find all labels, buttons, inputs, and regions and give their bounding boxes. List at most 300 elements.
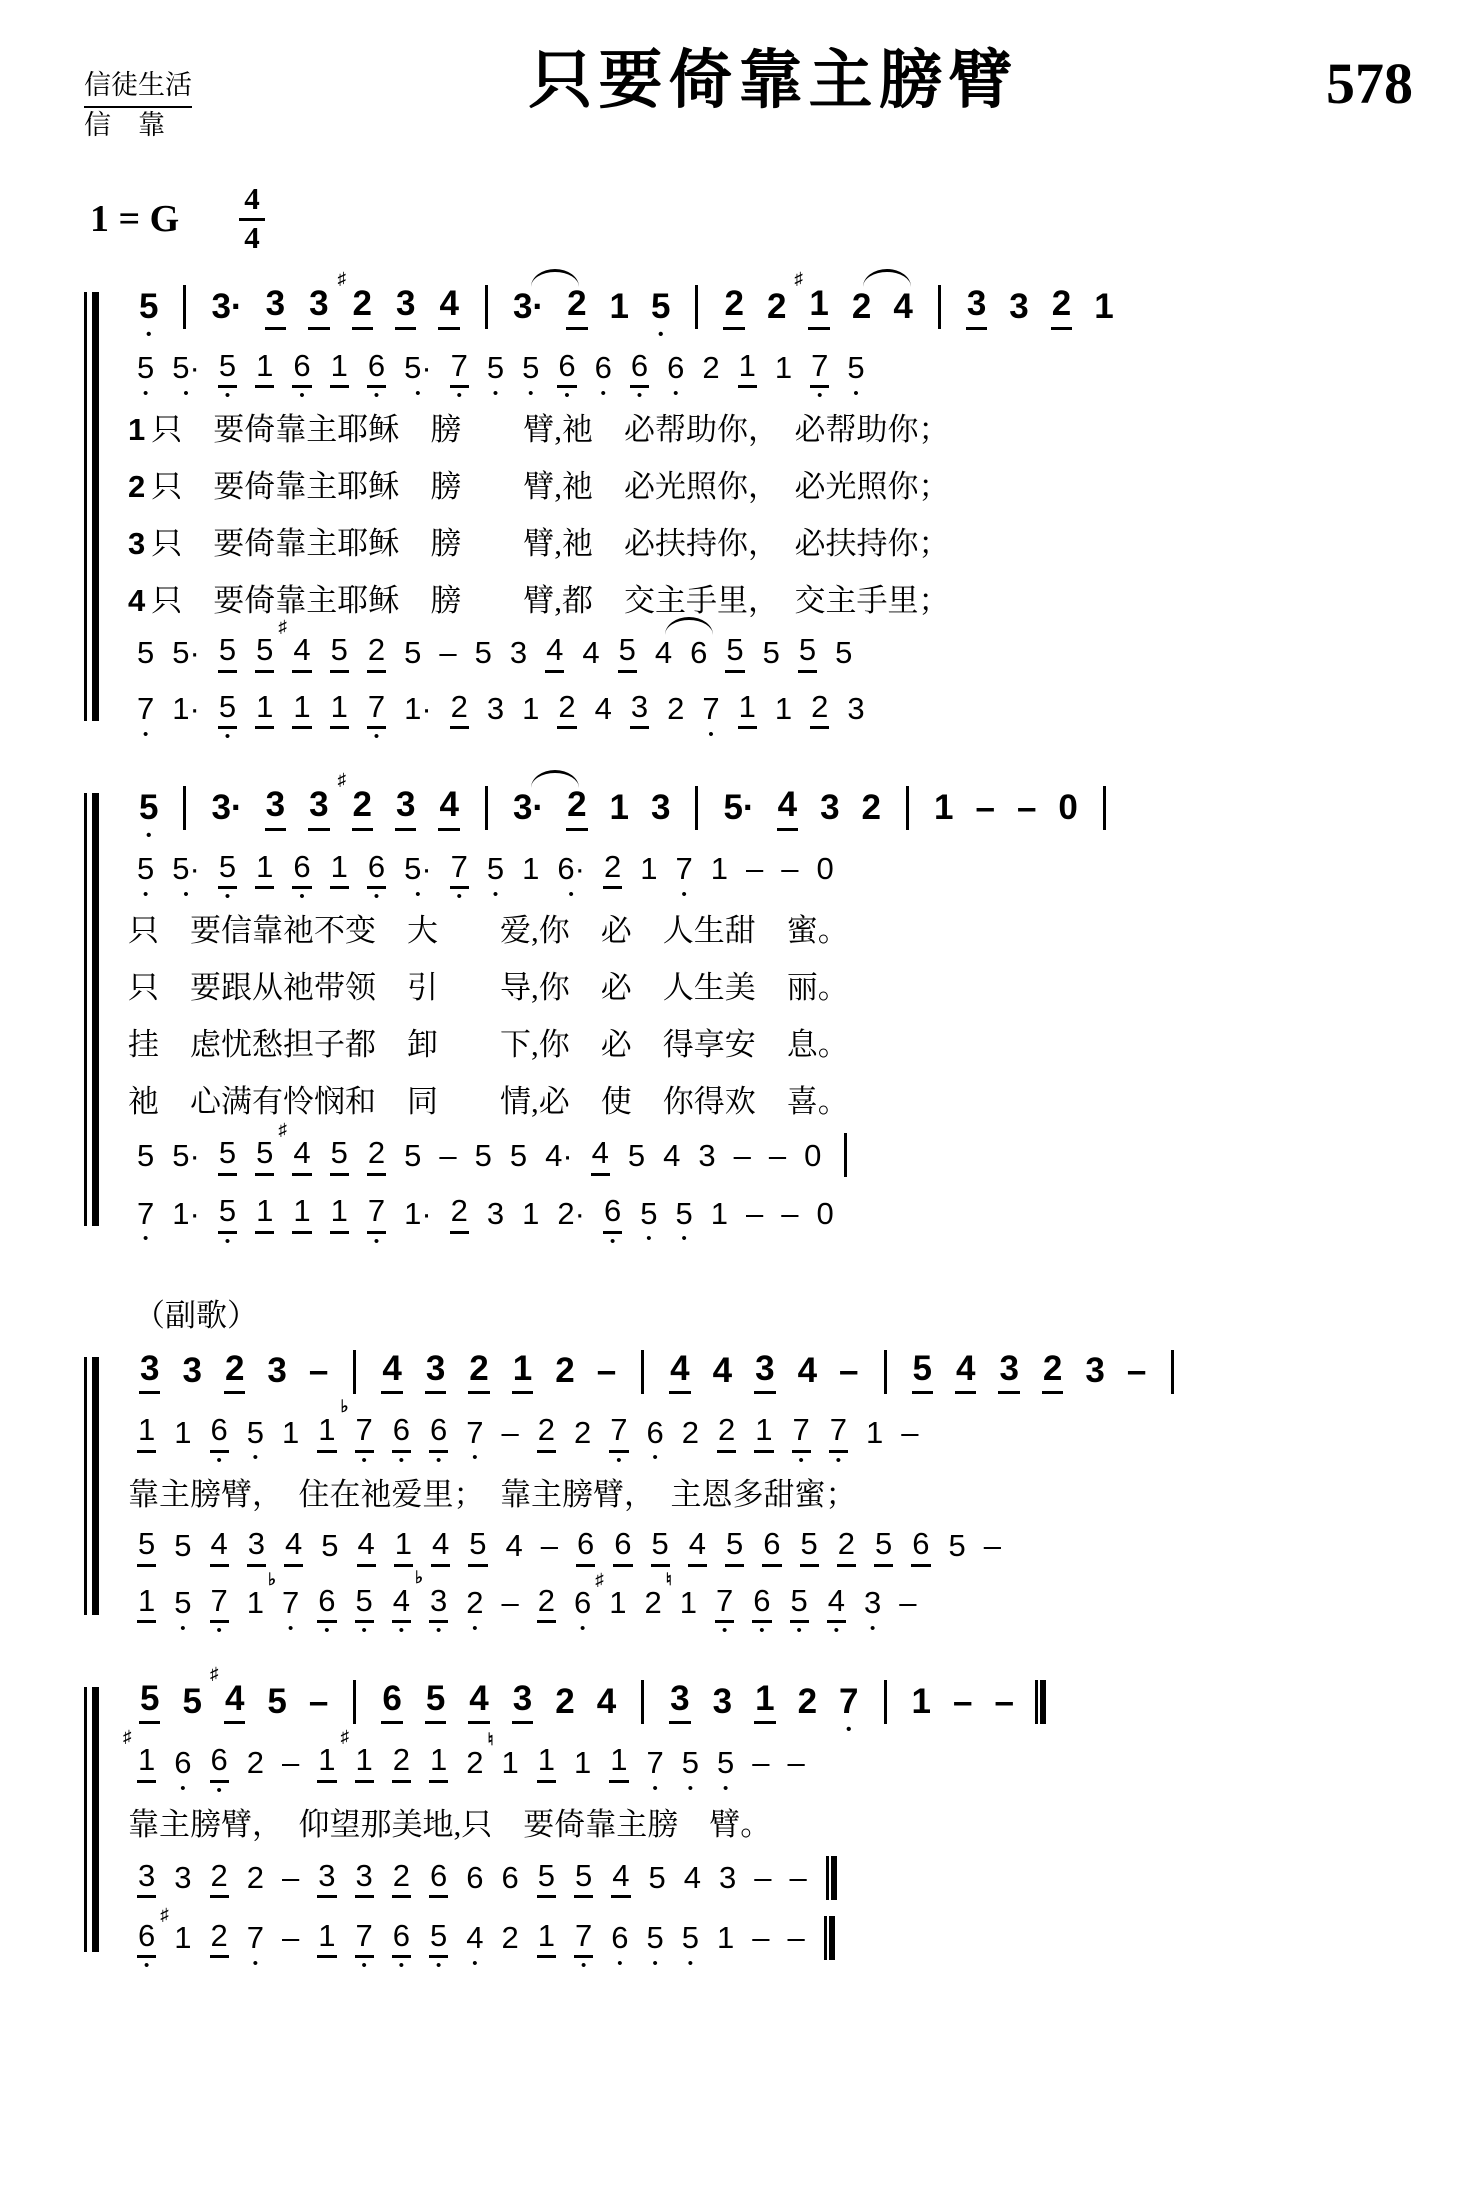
note <box>431 1526 450 1567</box>
note <box>792 1412 811 1469</box>
octave-dot: • <box>528 384 534 402</box>
note-number: 3 <box>1009 286 1029 326</box>
octave-dot: • <box>146 827 152 845</box>
note-number: 4 <box>683 1860 701 1896</box>
note-number: 6 <box>381 1679 402 1724</box>
accidental: ♯ <box>337 269 347 289</box>
note-number: 5 <box>404 634 422 670</box>
note-number: 1 <box>137 1583 156 1624</box>
octave-dot: • <box>579 1619 586 1637</box>
note <box>172 350 200 402</box>
note <box>357 1526 376 1567</box>
note <box>574 1585 592 1637</box>
note <box>734 1138 751 1174</box>
note-number: 2 <box>450 1193 469 1234</box>
note-number: 5 <box>255 632 274 673</box>
accidental: ♯ <box>278 1120 287 1140</box>
note <box>321 1528 338 1564</box>
note <box>137 1583 156 1624</box>
octave-dot: • <box>708 725 714 743</box>
note-number: 3 <box>486 1195 505 1231</box>
note-number: 4 <box>669 1349 690 1394</box>
note <box>137 691 155 743</box>
note-number: 6 <box>576 1526 595 1567</box>
note <box>174 1744 192 1797</box>
note <box>594 350 612 402</box>
note-number: 1 <box>330 1193 349 1234</box>
octave-dot: • <box>658 326 664 344</box>
note <box>934 788 953 828</box>
note <box>425 1349 446 1394</box>
note-number: 1 <box>355 1742 374 1783</box>
note <box>669 1679 690 1724</box>
tenor-line <box>128 1856 1413 1900</box>
note-number: 7 <box>839 1681 859 1721</box>
lyrics-line <box>128 1799 1413 1844</box>
note <box>139 787 159 845</box>
note-number: 6 <box>367 849 386 890</box>
note-number: 5 <box>218 689 237 730</box>
octave-dot: • <box>287 1619 294 1637</box>
note <box>591 1135 610 1176</box>
octave-dot: • <box>456 888 462 906</box>
note-number: 1 <box>512 1349 533 1394</box>
note <box>839 1681 859 1738</box>
note-number: 7 <box>675 851 693 887</box>
barline <box>641 1350 644 1394</box>
octave-dot: • <box>435 1622 442 1640</box>
note <box>282 1745 299 1781</box>
note <box>912 1349 933 1394</box>
note-number: 1 <box>774 350 793 386</box>
note-number: 4 <box>292 632 311 673</box>
note <box>537 1918 556 1959</box>
note-number: 6 <box>429 1412 448 1453</box>
note <box>723 788 754 828</box>
note <box>172 635 200 671</box>
note-number: 2 <box>851 286 872 326</box>
note-number: – <box>282 1744 300 1780</box>
note <box>475 635 492 671</box>
verse-number: 2 <box>128 469 146 505</box>
note-number: 4 <box>505 1528 523 1564</box>
note <box>738 348 757 389</box>
octave-dot: • <box>361 1451 367 1469</box>
note-number: 2 <box>555 1681 575 1721</box>
note <box>717 1920 734 1956</box>
note-number: – <box>787 1920 805 1956</box>
note-number: 2 <box>837 1526 856 1567</box>
note <box>966 284 987 329</box>
lyrics-line <box>128 575 1413 620</box>
note-number: 3 <box>355 1858 374 1899</box>
note-number: 4 <box>545 632 564 673</box>
note-number: 3 <box>669 1679 690 1724</box>
octave-dot: • <box>252 1449 259 1467</box>
note <box>618 632 637 673</box>
lyrics-text: 只 要倚靠主耶稣 膀 臂,祂 必光照你， 必光照你； <box>151 469 950 505</box>
note <box>719 1860 736 1896</box>
note <box>211 788 242 828</box>
note <box>308 785 329 830</box>
note <box>330 849 349 890</box>
note-number: 1· <box>404 1195 432 1231</box>
note-number: 5 <box>725 632 744 673</box>
verse-system-2 <box>84 770 1413 1250</box>
note-number: 5 <box>355 1583 374 1624</box>
note <box>717 1744 735 1797</box>
note-number: 4 <box>893 286 913 326</box>
note-number: 2 <box>246 1744 264 1780</box>
note-number: 1 <box>574 1744 592 1780</box>
note <box>775 350 792 386</box>
note <box>557 347 576 405</box>
note <box>174 1585 192 1637</box>
note-number: 4 <box>438 284 459 329</box>
note-number: 1 <box>317 1918 336 1959</box>
note <box>651 286 671 344</box>
note <box>182 1682 201 1722</box>
octave-dot: • <box>373 387 380 405</box>
note-number: – <box>745 851 764 887</box>
note-number: 5 <box>646 1920 664 1956</box>
octave-dot: • <box>373 1232 380 1250</box>
octave-dot: • <box>224 888 231 906</box>
note-number: 1 <box>137 1742 156 1783</box>
barline <box>884 1680 887 1724</box>
note <box>367 1135 386 1176</box>
note-number: 1 <box>522 1195 540 1231</box>
note-number: 5 <box>640 1195 658 1231</box>
note <box>555 1351 574 1391</box>
note <box>367 688 386 746</box>
note-number: 1 <box>292 1193 311 1234</box>
note-number: 5· <box>172 350 200 386</box>
note-number: 5 <box>912 1349 933 1394</box>
note <box>174 1860 191 1896</box>
note <box>265 785 286 830</box>
note-number: 1 <box>710 851 728 887</box>
note <box>994 1682 1013 1722</box>
note-number: 1 <box>429 1742 448 1783</box>
note-number: 7 <box>137 691 155 727</box>
octave-dot: • <box>472 1619 478 1637</box>
lyrics-line <box>128 1019 1413 1064</box>
note-number: 3 <box>1085 1351 1105 1391</box>
note-number: 4 <box>210 1526 229 1567</box>
note <box>893 287 912 327</box>
note <box>209 1664 245 1724</box>
note-number: 5· <box>172 634 200 670</box>
note <box>595 691 612 727</box>
note-number: 3 <box>425 1349 446 1394</box>
note <box>468 1349 489 1394</box>
accidental: ♯ <box>340 1727 349 1747</box>
note-number: 4 <box>582 634 600 670</box>
note <box>247 1526 266 1567</box>
note-number: 1 <box>866 1414 884 1450</box>
note-number: 7 <box>810 348 829 389</box>
octave-dot: • <box>835 1451 842 1469</box>
note <box>763 635 780 671</box>
note <box>767 287 786 327</box>
note-number: 2 <box>392 1858 411 1899</box>
note-number: 4 <box>431 1526 450 1567</box>
key-label: 1 = G <box>90 197 180 240</box>
note-number: 2 <box>574 1414 592 1450</box>
note <box>669 1349 690 1394</box>
note-number: 1 <box>537 1742 556 1783</box>
note <box>829 1412 848 1469</box>
note <box>513 788 544 828</box>
note <box>597 1682 616 1722</box>
note-number: 5 <box>675 1195 693 1231</box>
note <box>711 851 728 887</box>
note-number: – <box>752 1744 770 1780</box>
note <box>790 1860 807 1896</box>
note-number: 1 <box>609 1585 627 1621</box>
note-number: 5 <box>800 1526 819 1567</box>
note <box>901 1415 918 1451</box>
note <box>788 1745 805 1781</box>
octave-dot: • <box>456 387 462 405</box>
note-number: – <box>754 1860 772 1896</box>
note-number: 5 <box>651 1526 670 1567</box>
barline <box>938 285 941 329</box>
note-number: 5 <box>218 1135 237 1176</box>
note <box>355 1858 374 1899</box>
note-number: 6 <box>690 634 708 670</box>
note-number: 2 <box>352 284 373 329</box>
note-number: 1 <box>738 348 757 389</box>
barline <box>485 786 488 830</box>
bass-line <box>128 1567 1413 1640</box>
note-number: 5 <box>137 350 155 386</box>
category-label <box>84 68 284 143</box>
lyrics-text: 靠主膀臂， 仰望那美地,只 要倚靠主膀 臂。 <box>128 1807 772 1843</box>
note <box>738 689 757 730</box>
note <box>651 1526 670 1567</box>
note-number: – <box>781 851 799 887</box>
note <box>1009 287 1028 327</box>
note <box>502 1415 519 1451</box>
note-number: 2· <box>557 1195 585 1231</box>
note <box>415 1567 448 1640</box>
note-number: 4 <box>357 1526 376 1567</box>
note <box>502 1585 519 1621</box>
note-number: 3 <box>847 691 865 727</box>
note-number: 4 <box>596 1681 617 1721</box>
note-number: 2 <box>537 1583 556 1624</box>
note <box>723 284 744 329</box>
note-number: 1 <box>1094 286 1114 326</box>
meter-denominator: 4 <box>244 219 260 255</box>
octave-dot: • <box>652 1779 658 1797</box>
note-number: 4 <box>591 1135 610 1176</box>
note-number: – <box>839 1351 859 1391</box>
note-number: 5 <box>725 1526 744 1567</box>
note <box>681 1920 699 1972</box>
note <box>450 689 469 730</box>
note <box>137 851 155 903</box>
note <box>847 350 865 402</box>
octave-dot: • <box>435 1451 442 1469</box>
note-number: 2 <box>555 1351 575 1391</box>
octave-dot: • <box>636 387 643 405</box>
note-number: 5· <box>172 851 200 887</box>
note-number: 5 <box>537 1858 556 1899</box>
octave-dot: • <box>580 1957 587 1975</box>
note-number: 6 <box>501 1860 519 1896</box>
final-barline <box>824 1916 835 1960</box>
note-number: 4 <box>611 1858 630 1899</box>
note <box>781 851 798 887</box>
note <box>468 1526 487 1567</box>
note <box>651 788 670 828</box>
note <box>754 1412 773 1453</box>
note-number: 5 <box>137 1526 156 1567</box>
note <box>603 1193 622 1250</box>
note <box>160 1905 192 1956</box>
note-number: 1 <box>246 1585 264 1621</box>
octave-dot: • <box>646 1230 652 1248</box>
octave-dot: • <box>415 885 421 903</box>
note-number: 1 <box>137 1412 156 1453</box>
note-number: 7 <box>367 1193 386 1234</box>
octave-dot: • <box>142 725 149 743</box>
barline <box>641 1680 644 1724</box>
octave-dot: • <box>472 1954 478 1972</box>
note <box>595 1570 627 1621</box>
note-number: 7 <box>792 1412 811 1453</box>
note-number: – <box>994 1681 1014 1721</box>
note-number: 7 <box>367 689 386 730</box>
note-number: 2 <box>210 1918 229 1959</box>
note <box>597 1351 616 1391</box>
note-number: 1 <box>609 1742 628 1783</box>
octave-dot: • <box>472 1449 478 1467</box>
octave-dot: • <box>673 384 679 402</box>
octave-dot: • <box>869 1619 876 1637</box>
note-number: 5 <box>486 851 505 887</box>
note <box>404 350 432 402</box>
note <box>1058 788 1077 828</box>
note <box>317 1858 336 1899</box>
note-number: 2 <box>723 284 744 329</box>
lyrics-text: 只 要倚靠主耶稣 膀 臂,祂 必帮助你， 必帮助你； <box>151 412 950 448</box>
note-number: 4 <box>797 1351 818 1391</box>
barline <box>485 285 488 329</box>
note-number: 5 <box>321 1528 339 1564</box>
note <box>317 1582 336 1640</box>
note <box>330 632 349 673</box>
note <box>486 851 505 903</box>
note <box>667 691 684 727</box>
note <box>174 1528 191 1564</box>
note <box>218 1193 237 1250</box>
note <box>429 1412 448 1469</box>
note-number: 7 <box>715 1583 734 1624</box>
note-number: 6 <box>557 348 576 389</box>
note <box>781 1196 798 1232</box>
note-number: 6· <box>557 851 585 887</box>
note <box>337 770 373 830</box>
note <box>611 1920 629 1972</box>
note <box>566 785 587 830</box>
note-number: 3 <box>267 1351 287 1391</box>
note-number: 3 <box>395 284 416 329</box>
note-number: 1 <box>174 1414 192 1450</box>
note <box>510 1138 527 1174</box>
note-number: 3 <box>317 1858 336 1899</box>
lyrics-line <box>128 905 1413 950</box>
note-number: 5 <box>139 286 159 326</box>
note <box>218 848 237 906</box>
octave-dot: • <box>373 888 380 906</box>
lyrics-line <box>128 962 1413 1007</box>
octave-dot: • <box>798 1451 804 1469</box>
note <box>450 347 469 405</box>
barline <box>695 786 698 830</box>
note-number: 1 <box>255 1193 274 1234</box>
alto-line <box>123 1727 1413 1800</box>
note <box>317 1918 336 1959</box>
note-number: 5 <box>137 634 155 670</box>
note-number: 1 <box>754 1412 773 1453</box>
note <box>847 691 864 727</box>
note <box>702 691 720 743</box>
note <box>953 1682 972 1722</box>
note <box>438 284 459 329</box>
note-number: 5 <box>762 634 780 670</box>
note-number: 6 <box>367 348 386 389</box>
note <box>139 1679 160 1724</box>
note <box>330 348 349 389</box>
note-number: 3· <box>512 286 545 326</box>
octave-dot: • <box>398 1451 405 1469</box>
note-number: 3 <box>308 284 329 329</box>
note <box>537 1583 556 1624</box>
note-number: 1 <box>522 691 540 727</box>
note-number: 7 <box>355 1412 374 1453</box>
note-number: 5 <box>847 350 865 386</box>
note-number: 4 <box>594 691 612 727</box>
note <box>255 348 274 389</box>
note <box>282 1920 299 1956</box>
note <box>874 1526 893 1567</box>
note <box>852 287 871 327</box>
note <box>798 1351 817 1391</box>
note <box>139 1349 160 1394</box>
note-number: 5 <box>267 1681 287 1721</box>
octave-dot: • <box>252 1954 259 1972</box>
note-number: 1 <box>292 689 311 730</box>
final-barline <box>826 1856 837 1900</box>
note <box>486 350 505 402</box>
note-number: 2 <box>717 1412 736 1453</box>
note-number: 7 <box>574 1918 593 1959</box>
note <box>218 688 237 746</box>
score <box>84 269 1413 1975</box>
note <box>646 1414 664 1467</box>
soprano-line <box>128 269 1413 344</box>
note <box>537 1742 556 1783</box>
note-number: 1 <box>808 284 829 329</box>
note <box>775 691 792 727</box>
note-number: 7 <box>646 1744 664 1780</box>
octave-dot: • <box>833 1622 840 1640</box>
note <box>355 1917 374 1975</box>
